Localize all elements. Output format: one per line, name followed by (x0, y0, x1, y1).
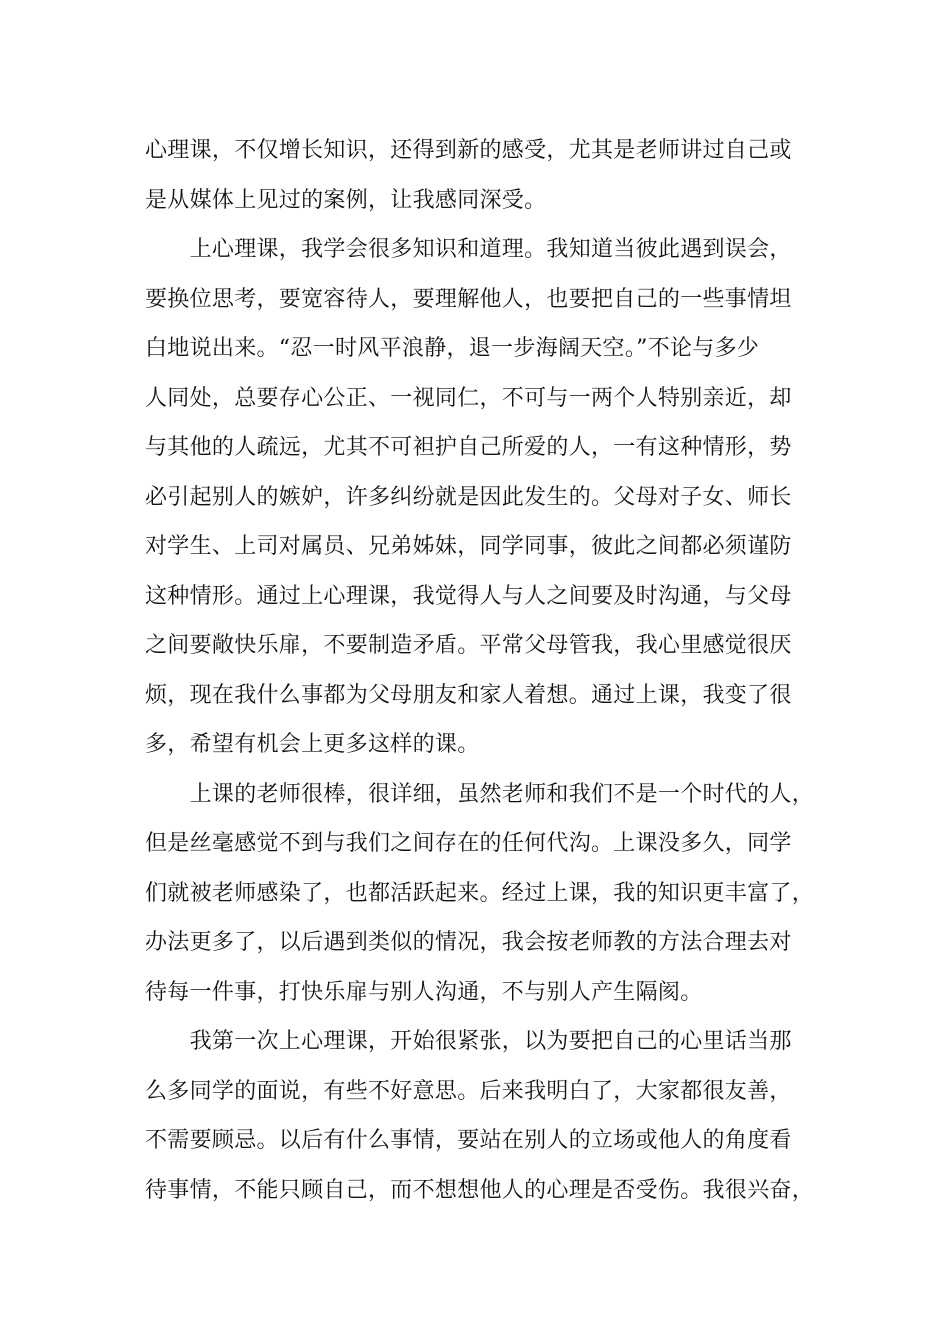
paragraph-4 (145, 1017, 825, 1215)
text-line: 与其他的人疏远，尤其不可袒护自己所爱的人，一有这种情形，势 (145, 435, 792, 460)
text-line: 我第一次上心理课，开始很紧张，以为要把自己的心里话当那 (145, 1029, 792, 1054)
text-line: 是从媒体上见过的案例，让我感同深受。 (145, 187, 547, 213)
text-line: 必引起别人的嫉妒，许多纠纷就是因此发生的。父母对子女、师长 (145, 484, 792, 510)
text-line: 烦，现在我什么事都为父母朋友和家人着想。通过上课，我变了很 (145, 682, 792, 708)
text-line: 上心理课，我学会很多知识和道理。我知道当彼此遇到误会， (145, 237, 792, 262)
text-line: 么多同学的面说，有些不好意思。后来我明白了，大家都很友善， (145, 1078, 792, 1104)
paragraph-1 (145, 126, 825, 225)
text-line: 们就被老师感染了，也都活跃起来。经过上课，我的知识更丰富了， (145, 880, 815, 906)
text-line: 多，希望有机会上更多这样的课。 (145, 732, 480, 757)
document-body (145, 126, 825, 1215)
text-line: 办法更多了，以后遇到类似的情况，我会按老师教的方法合理去对 (145, 930, 792, 955)
paragraph-2 (145, 225, 825, 770)
text-line: 心理课，不仅增长知识，还得到新的感受，尤其是老师讲过自己或 (145, 138, 792, 163)
text-line: 上课的老师很棒，很详细，虽然老师和我们不是一个时代的人， (145, 781, 815, 807)
text-line: 但是丝毫感觉不到与我们之间存在的任何代沟。上课没多久，同学 (145, 831, 792, 856)
text-line: 不需要顾忌。以后有什么事情，要站在别人的立场或他人的角度看 (145, 1128, 792, 1153)
text-line: 之间要敞快乐扉，不要制造矛盾。平常父母管我，我心里感觉很厌 (145, 633, 792, 658)
text-line: 这种情形。通过上心理课，我觉得人与人之间要及时沟通，与父母 (145, 583, 792, 609)
text-line: 要换位思考，要宽容待人，要理解他人，也要把自己的一些事情坦 (145, 286, 792, 312)
paragraph-3 (145, 770, 825, 1018)
text-line: 待每一件事，打快乐扉与别人沟通，不与别人产生隔阂。 (145, 979, 703, 1005)
text-line: 人同处，总要存心公正、一视同仁，不可与一两个人特别亲近，却 (145, 385, 792, 411)
text-line: 白地说出来。“忍一时风平浪静，退一步海阔天空。”不论与多少 (145, 336, 760, 361)
text-line: 对学生、上司对属员、兄弟姊妹，同学同事，彼此之间都必须谨防 (145, 534, 792, 559)
text-line: 待事情，不能只顾自己，而不想想他人的心理是否受伤。我很兴奋， (145, 1177, 815, 1203)
